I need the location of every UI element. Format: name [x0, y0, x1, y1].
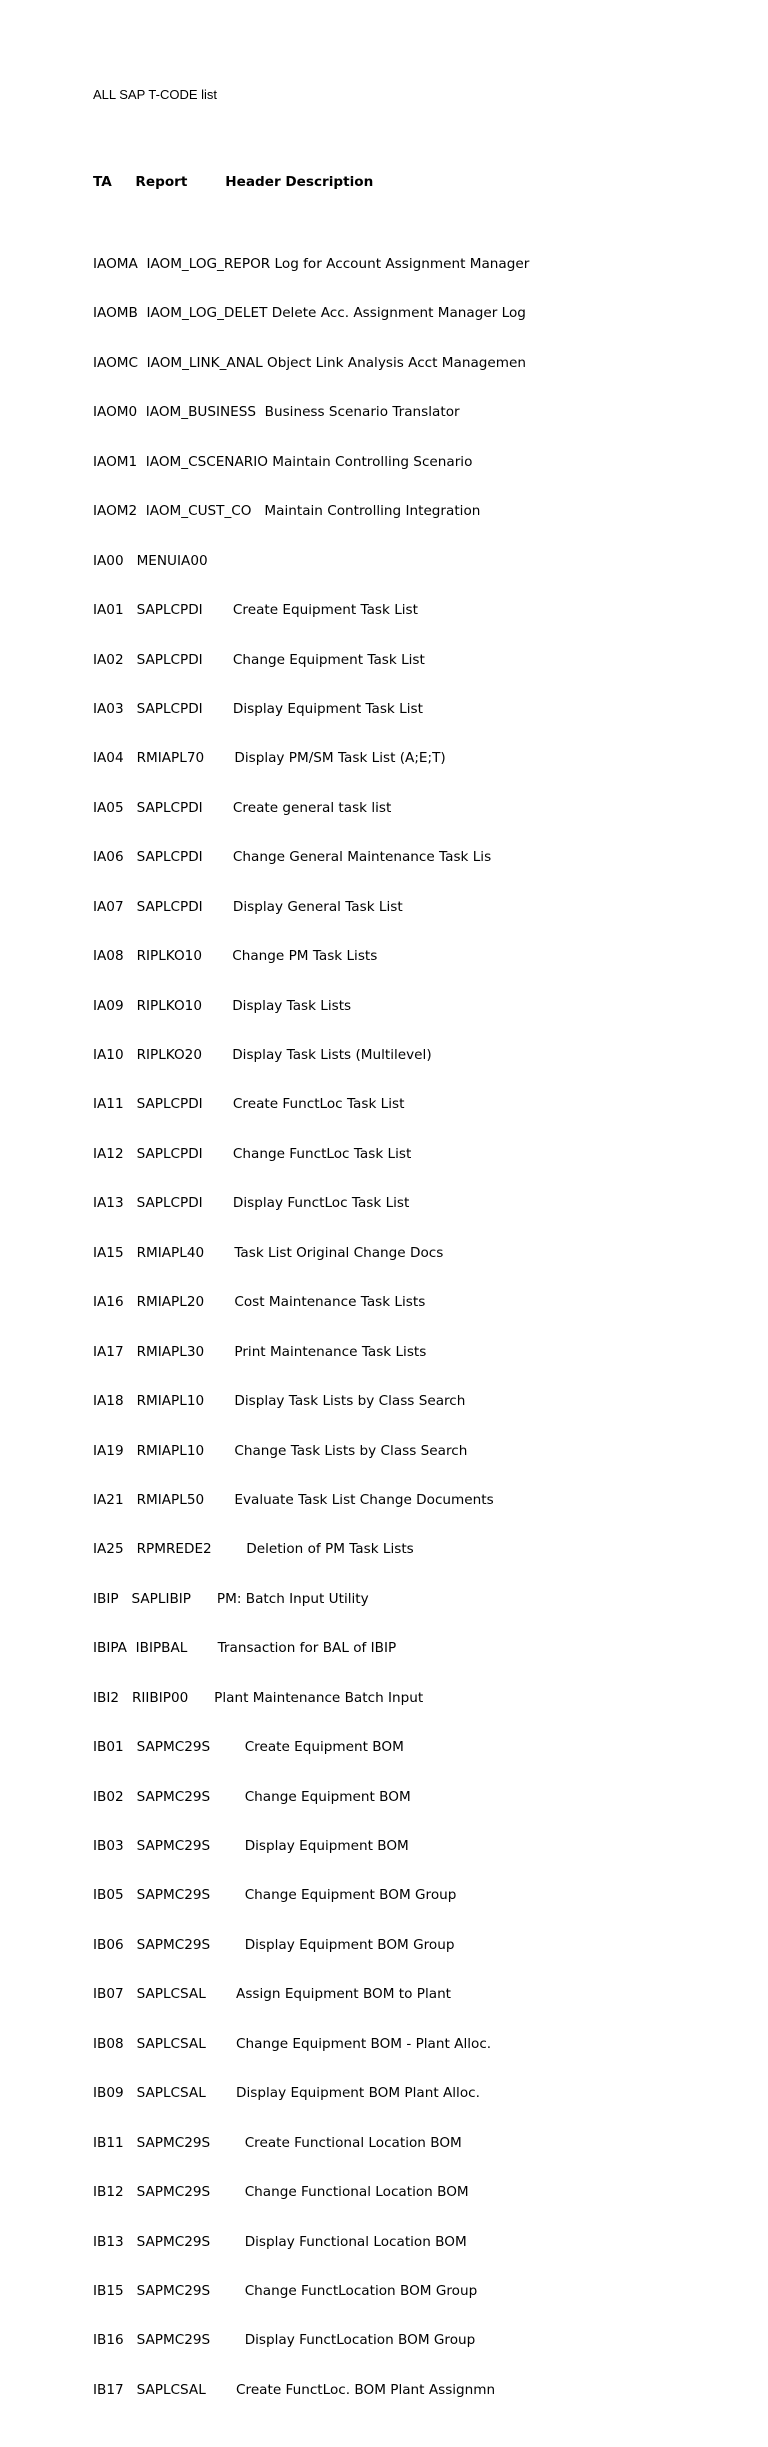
table-row: IA15 RMIAPL40 Task List Original Change Docs: [93, 1244, 444, 1261]
table-row: IA03 SAPLCPDI Display Equipment Task List: [93, 700, 423, 717]
document-title: ALL SAP T-CODE list: [93, 87, 218, 102]
table-row: IB17 SAPLCSAL Create FunctLoc. BOM Plant Assignmn: [93, 2381, 496, 2398]
tcode-table: [93, 141, 529, 2447]
table-row: IA10 RIPLKO20 Display Task Lists (Multilevel): [93, 1047, 432, 1063]
table-row: IA09 RIPLKO10 Display Task Lists: [93, 997, 352, 1014]
table-row: IA18 RMIAPL10 Display Task Lists by Class Search: [93, 1393, 466, 1410]
table-row: IA04 RMIAPL70 Display PM/SM Task List (A;E;T): [93, 750, 446, 767]
table-header: TA Report Header Description: [93, 174, 374, 190]
table-row: IA17 RMIAPL30 Print Maintenance Task Lists: [93, 1343, 427, 1360]
table-row: IAOMB IAOM_LOG_DELET Delete Acc. Assignment Manager Log: [93, 305, 526, 322]
table-row: IB11 SAPMC29S Create Functional Location BOM: [93, 2134, 462, 2151]
table-row: IB09 SAPLCSAL Display Equipment BOM Plant Alloc.: [93, 2085, 480, 2102]
table-row: IA13 SAPLCPDI Display FunctLoc Task List: [93, 1195, 410, 1212]
table-row: IB06 SAPMC29S Display Equipment BOM Group: [93, 1936, 455, 1953]
table-row: IA11 SAPLCPDI Create FunctLoc Task List: [93, 1096, 405, 1113]
table-row: IB12 SAPMC29S Change Functional Location BOM: [93, 2184, 469, 2201]
table-row: IA16 RMIAPL20 Cost Maintenance Task Lists: [93, 1294, 426, 1311]
table-row: IB16 SAPMC29S Display FunctLocation BOM Group: [93, 2332, 476, 2349]
table-row: IA12 SAPLCPDI Change FunctLoc Task List: [93, 1145, 412, 1162]
table-body: [93, 224, 529, 2431]
table-row: IA00 MENUIA00: [93, 552, 208, 569]
table-row: IB05 SAPMC29S Change Equipment BOM Group: [93, 1887, 457, 1904]
table-row: IB02 SAPMC29S Change Equipment BOM: [93, 1788, 411, 1805]
table-row: IA25 RPMREDE2 Deletion of PM Task Lists: [93, 1541, 414, 1558]
table-row: IB13 SAPMC29S Display Functional Location BOM: [93, 2233, 467, 2250]
table-row: IAOM2 IAOM_CUST_CO Maintain Controlling Integration: [93, 503, 481, 520]
table-row: IA06 SAPLCPDI Change General Maintenance Task Lis: [93, 849, 492, 866]
table-row: IB07 SAPLCSAL Assign Equipment BOM to Plant: [93, 1986, 452, 2003]
table-row: IA19 RMIAPL10 Change Task Lists by Class Search: [93, 1442, 468, 1459]
table-row: IAOM1 IAOM_CSCENARIO Maintain Controlling Scenario: [93, 453, 473, 470]
table-row: IBIP SAPLIBIP PM: Batch Input Utility: [93, 1590, 369, 1607]
table-row: IAOM0 IAOM_BUSINESS Business Scenario Translator: [93, 404, 460, 421]
table-row: IB15 SAPMC29S Change FunctLocation BOM Group: [93, 2282, 478, 2299]
table-row: IAOMA IAOM_LOG_REPOR Log for Account Assignment Manager: [93, 256, 530, 272]
table-row: IA08 RIPLKO10 Change PM Task Lists: [93, 948, 378, 965]
table-row: IB01 SAPMC29S Create Equipment BOM: [93, 1739, 404, 1756]
table-row: IA21 RMIAPL50 Evaluate Task List Change Documents: [93, 1491, 494, 1508]
table-row: IB03 SAPMC29S Display Equipment BOM: [93, 1838, 409, 1854]
table-row: IA05 SAPLCPDI Create general task list: [93, 799, 392, 816]
table-row: IA01 SAPLCPDI Create Equipment Task List: [93, 602, 418, 619]
table-row: IA02 SAPLCPDI Change Equipment Task List: [93, 651, 425, 668]
table-row: IAOMC IAOM_LINK_ANAL Object Link Analysis Acct Managemen: [93, 354, 527, 371]
table-row: IBIPA IBIPBAL Transaction for BAL of IBIP: [93, 1640, 397, 1657]
table-row: IB08 SAPLCSAL Change Equipment BOM - Plant Alloc.: [93, 2035, 492, 2052]
table-row: IA07 SAPLCPDI Display General Task List: [93, 898, 403, 915]
table-row: IBI2 RIIBIP00 Plant Maintenance Batch Input: [93, 1689, 424, 1706]
